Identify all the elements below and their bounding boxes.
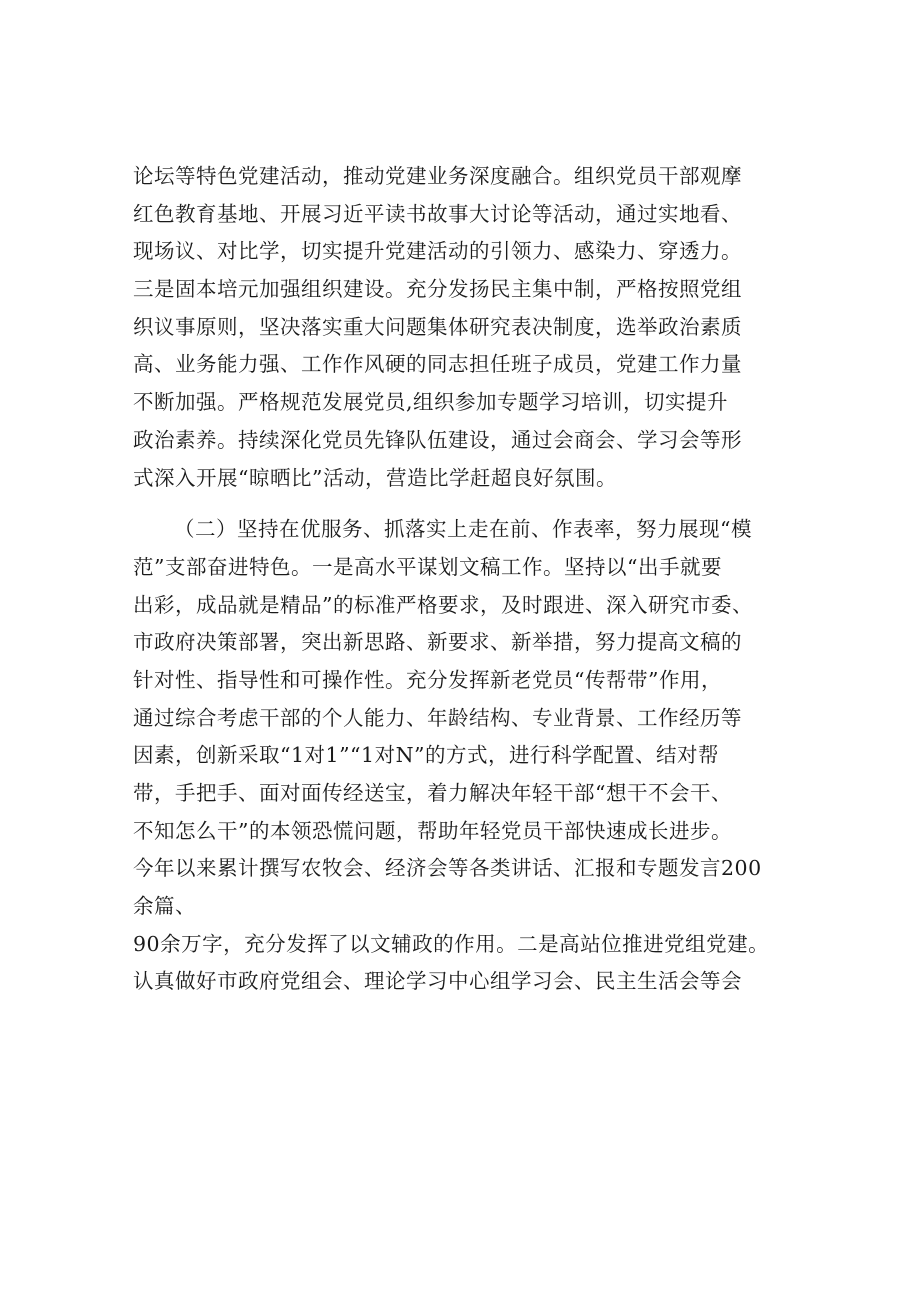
text-line: 政治素养。持续深化党员先锋队伍建设，通过会商会、学习会等形 (133, 427, 742, 452)
text-line: 带，手把手、面对面传经送宝，着力解决年轻干部“想干不会干、 (133, 781, 732, 805)
text-line: 红色教育基地、开展习近平读书故事大讨论等活动，通过实地看、 (133, 201, 742, 226)
text-line: 三是固本培元加强组织建设。充分发扬民主集中制，严格按照党组 (133, 277, 742, 302)
text-line: 织议事原则，坚决落实重大问题集体研究表决制度，选举政治素质 (133, 314, 742, 339)
text-line: 式深入开展“晾晒比”活动，营造比学赶超良好氛围。 (133, 465, 617, 490)
text-line: 出彩，成品就是精品”的标准严格要求，及时跟进、深入研究市委、 (133, 592, 753, 617)
text-line: 现场议、对比学，切实提升党建活动的引领力、感染力、穿透力。 (133, 239, 742, 264)
text-line: 因素，创新采取“1对1”“1对N”的方式，进行科学配置、结对帮 (133, 743, 719, 768)
text-line: 通过综合考虑干部的个人能力、年龄结构、专业背景、工作经历等 (133, 705, 742, 730)
text-line: 高、业务能力强、工作作风硬的同志担任班子成员，党建工作力量 (133, 352, 742, 377)
text-line: 不知怎么干”的本领恐慌问题，帮助年轻党员干部快速成长进步。 (133, 818, 732, 843)
paragraph-gap (133, 497, 801, 511)
text-line: 不断加强。严格规范发展党员,组织参加专题学习培训，切实提升 (133, 390, 729, 415)
text-line: 认真做好市政府党组会、理论学习中心组学习会、民主生活会等会 (133, 969, 742, 994)
text-line: 论坛等特色党建活动，推动党建业务深度融合。组织党员干部观摩 (133, 164, 742, 188)
text-line: 针对性、指导性和可操作性。充分发挥新老党员“传帮带”作用， (133, 667, 722, 692)
text-line: 市政府决策部署，突出新思路、新要求、新举措，努力提高文稿的 (133, 630, 742, 655)
text-line: 余篇、 (133, 894, 196, 919)
text-line: 90余万字，充分发挥了以文辅政的作用。二是高站位推进党组党建。 (133, 931, 770, 956)
text-line: （二）坚持在优服务、抓落实上走在前、作表率，努力展现“模 (174, 517, 752, 542)
text-line: 范”支部奋进特色。一是高水平谋划文稿工作。坚持以“出手就要 (133, 554, 722, 579)
text-line: 今年以来累计撰写农牧会、经济会等各类讲话、汇报和专题发言200 (133, 856, 762, 881)
document-body (133, 158, 801, 1001)
